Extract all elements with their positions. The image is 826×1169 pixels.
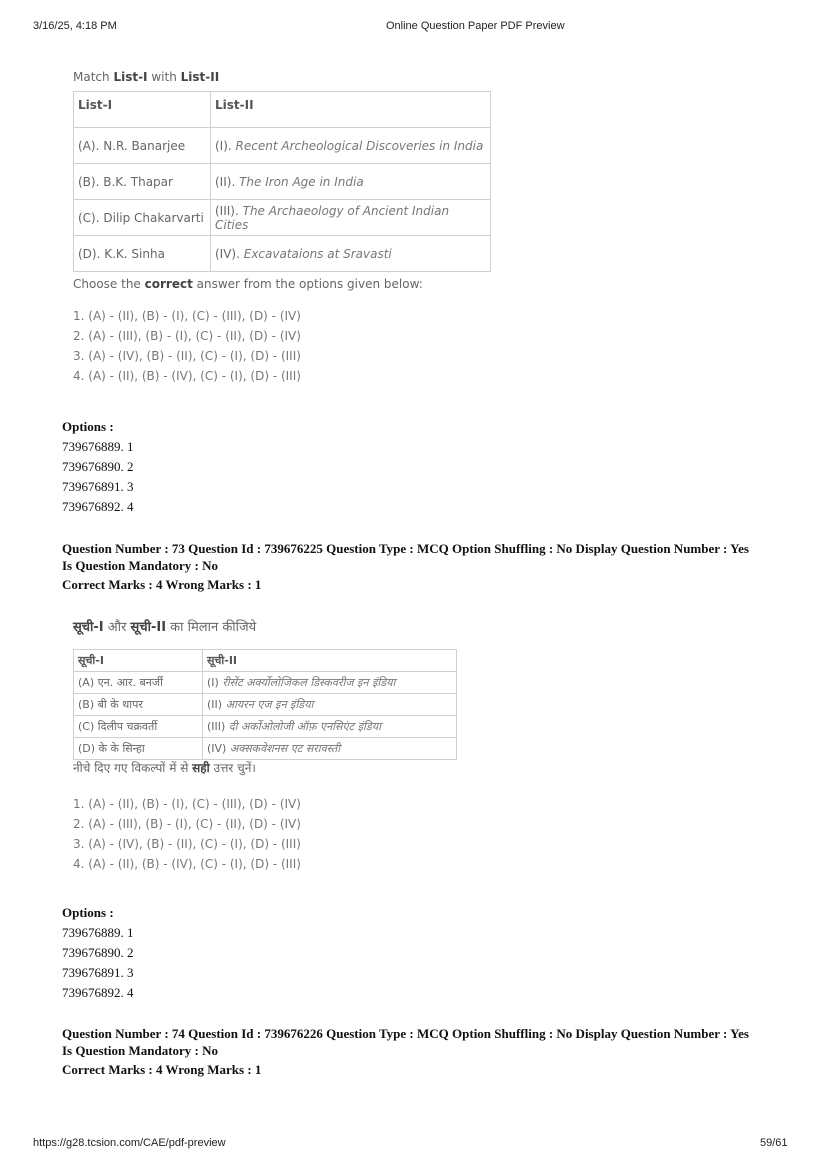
q73-question-image — [73, 619, 457, 874]
q72-intro: Match List-I with List-II — [73, 70, 220, 84]
table-row: (C) दिलीप चक्रवर्ती (III) दी अर्कोओलोजी ऑफ़ एनसिएंट इंडिया — [74, 716, 457, 738]
q73-meta — [62, 540, 749, 593]
option-item: 739676889. 1 — [62, 439, 134, 454]
q72-question-image — [73, 69, 491, 386]
header-title: Online Question Paper PDF Preview — [386, 20, 565, 32]
option-item: 739676890. 2 — [62, 459, 134, 474]
q72-col2-header: List-II — [211, 92, 491, 128]
list-item: 2. (A) - (III), (B) - (I), (C) - (II), (D) - (IV) — [73, 817, 301, 831]
q72-choose-instruction: Choose the correct answer from the options given below: — [73, 277, 423, 291]
option-item: 739676891. 3 — [62, 965, 134, 980]
question-meta-line: Is Question Mandatory : No — [62, 1043, 219, 1058]
q73-match-table — [73, 649, 457, 760]
option-item: 739676889. 1 — [62, 925, 134, 940]
list-item: 1. (A) - (II), (B) - (I), (C) - (III), (D) - (IV) — [73, 309, 301, 323]
q73-answer-list — [73, 794, 457, 874]
q73-options — [62, 903, 134, 1003]
list-item: 2. (A) - (III), (B) - (I), (C) - (II), (D) - (IV) — [73, 329, 301, 343]
table-row: (B). B.K. Thapar (II). The Iron Age in India — [74, 164, 491, 200]
list-item: 4. (A) - (II), (B) - (IV), (C) - (I), (D) - (III) — [73, 857, 301, 871]
table-row: (D) के के सिन्हा (IV) अक्सकवेशनस एट सरावस्ती — [74, 738, 457, 760]
options-label: Options : — [62, 905, 114, 920]
question-meta-line: Is Question Mandatory : No — [62, 558, 219, 573]
table-row: (A). N.R. Banarjee (I). Recent Archeological Discoveries in India — [74, 128, 491, 164]
list-item: 3. (A) - (IV), (B) - (II), (C) - (I), (D) - (III) — [73, 837, 301, 851]
q73-col2-header: सूची-II — [203, 650, 457, 672]
q72-answer-list — [73, 306, 491, 386]
q72-options — [62, 417, 134, 517]
table-row: (C). Dilip Chakarvarti (III). The Archaeology of Ancient Indian Cities — [74, 200, 491, 236]
options-label: Options : — [62, 419, 114, 434]
question-marks: Correct Marks : 4 Wrong Marks : 1 — [62, 577, 262, 592]
list-item: 4. (A) - (II), (B) - (IV), (C) - (I), (D) - (III) — [73, 369, 301, 383]
option-item: 739676892. 4 — [62, 985, 134, 1000]
footer-url[interactable]: https://g28.tcsion.com/CAE/pdf-preview — [33, 1137, 226, 1149]
option-item: 739676891. 3 — [62, 479, 134, 494]
list-item: 3. (A) - (IV), (B) - (II), (C) - (I), (D) - (III) — [73, 349, 301, 363]
question-meta-line: Question Number : 73 Question Id : 739676225 Question Type : MCQ Option Shuffling : No Display Question Number : Yes — [62, 541, 749, 556]
table-row: (A) एन. आर. बनर्जी (I) रीसेंट अर्क्योलोजिकल डिस्कवरीज इन इंडिया — [74, 672, 457, 694]
table-row: (D). K.K. Sinha (IV). Excavataions at Sravasti — [74, 236, 491, 272]
list-item: 1. (A) - (II), (B) - (I), (C) - (III), (D) - (IV) — [73, 797, 301, 811]
question-marks: Correct Marks : 4 Wrong Marks : 1 — [62, 1062, 262, 1077]
q72-col1-header: List-I — [74, 92, 211, 128]
q73-choose-instruction: नीचे दिए गए विकल्पों में से सही उत्तर चुनें। — [73, 761, 256, 775]
q72-match-table — [73, 91, 491, 272]
question-meta-line: Question Number : 74 Question Id : 739676226 Question Type : MCQ Option Shuffling : No Display Question Number : Yes — [62, 1026, 749, 1041]
q73-intro: सूची-I और सूची-II का मिलान कीजिये — [73, 620, 257, 635]
footer-page-number: 59/61 — [760, 1137, 788, 1149]
option-item: 739676890. 2 — [62, 945, 134, 960]
q73-col1-header: सूची-I — [74, 650, 203, 672]
header-datetime: 3/16/25, 4:18 PM — [33, 20, 117, 32]
table-row: (B) बी के थापर (II) आयरन एज इन इंडिया — [74, 694, 457, 716]
q74-meta — [62, 1025, 749, 1078]
option-item: 739676892. 4 — [62, 499, 134, 514]
